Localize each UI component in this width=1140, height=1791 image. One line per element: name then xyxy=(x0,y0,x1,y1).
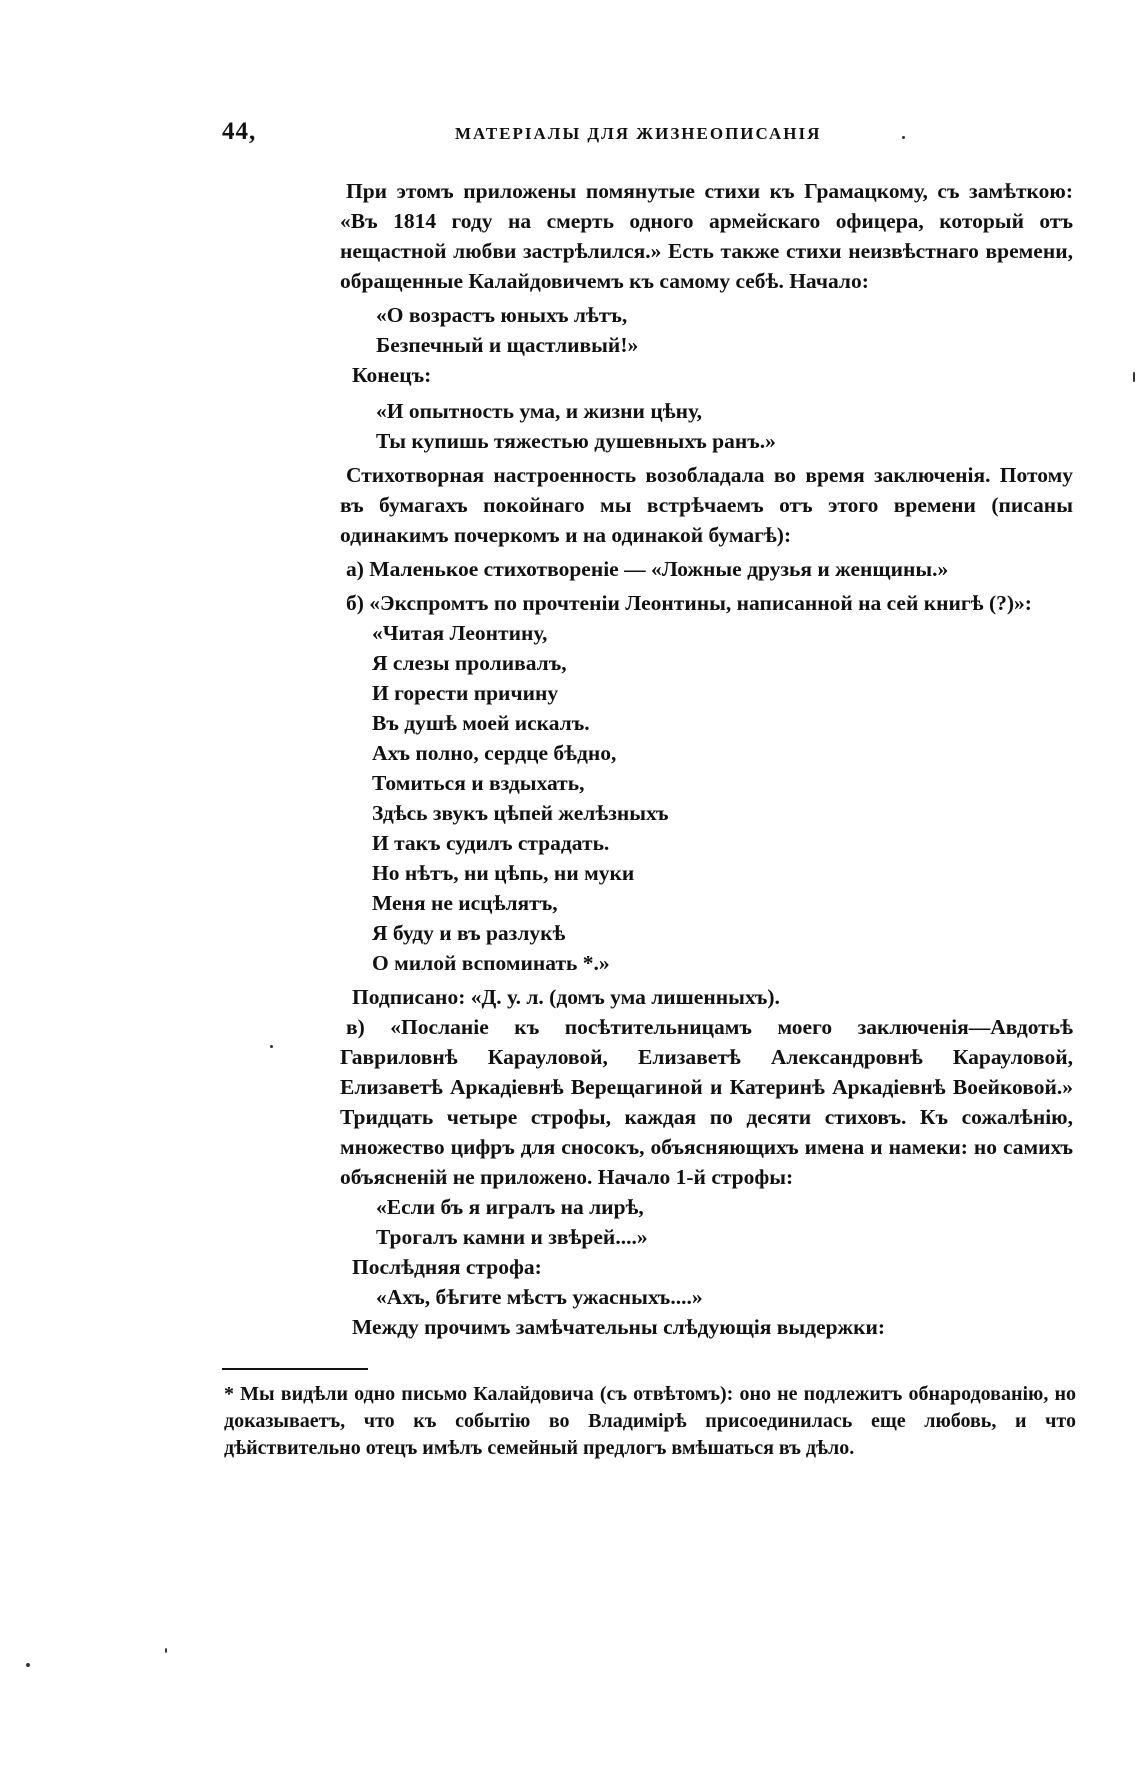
closing-line: Между прочимъ замѣчательны слѣдующія выдержки: xyxy=(352,1315,886,1339)
paper-speck xyxy=(902,136,905,139)
end-label: Конецъ: xyxy=(352,363,432,387)
poem-line: И горести причину xyxy=(372,681,559,705)
page-number: 44, xyxy=(222,118,257,145)
page-header xyxy=(222,118,1082,150)
poem-line: Но нѣтъ, ни цѣпь, ни муки xyxy=(372,861,635,885)
list-item-b: б) «Экспромтъ по прочтеніи Леонтины, написанной на сей книгѣ (?)»: xyxy=(346,591,1032,615)
signed-note: Подписано: «Д. у. л. (домъ ума лишенныхъ). xyxy=(352,985,780,1009)
poem-line: Я слезы проливалъ, xyxy=(372,651,567,675)
list-item-a: а) Маленькое стихотвореніе — «Ложные друзья и женщины.» xyxy=(346,557,949,581)
poem xyxy=(340,618,1073,978)
start-quote xyxy=(340,300,1073,360)
last-strophe-quote: «Ахъ, бѣгите мѣстъ ужасныхъ....» xyxy=(376,1285,703,1309)
poem-line: Меня не исцѣлятъ, xyxy=(372,891,558,915)
paper-speck xyxy=(1133,372,1135,382)
quote-line: Трогалъ камни и звѣрей....» xyxy=(376,1225,648,1249)
poem-line: «Читая Леонтину, xyxy=(372,621,548,645)
paper-speck xyxy=(270,1045,273,1048)
poem-line: О милой вспоминать *.» xyxy=(372,951,610,975)
running-title: МАТЕРІАЛЫ ДЛЯ ЖИЗНЕОПИСАНІЯ xyxy=(455,124,822,143)
quote-line: «Если бъ я игралъ на лирѣ, xyxy=(376,1195,644,1219)
paper-speck xyxy=(165,1648,167,1653)
list-item-v: в) «Посланіе къ посѣтительницамъ моего заключенія—Авдотьѣ Гавриловнѣ Карауловой, Елизаветѣ Александровнѣ Карауловой, Елизаветѣ Аркадіевнѣ Верещагиной и Катеринѣ Аркадіевнѣ Воейковой.» Тридцать четыре строфы, каждая по десяти стиховъ. Къ сожалѣнію, множество цифръ для сносокъ, объясняющихъ имена и намеки: но самихъ объясненій не приложено. Начало 1-й строфы: xyxy=(340,1015,1073,1189)
quote-line: Безпечный и щастливый!» xyxy=(376,333,639,357)
end-quote xyxy=(340,396,1073,456)
footnote-text: * Мы видѣли одно письмо Калайдовича (съ отвѣтомъ): оно не подлежитъ обнародованію, но доказываетъ, что къ событію во Владимірѣ присоединилась еще любовь, и что дѣйствительно отецъ имѣлъ семейный предлогъ вмѣшаться въ дѣло. xyxy=(224,1383,1076,1459)
poem-line: Я буду и въ разлукѣ xyxy=(372,921,566,945)
second-paragraph: Стихотворная настроенность возобладала во время заключенія. Потому въ бумагахъ покойнаго мы встрѣчаемъ отъ этого времени (писаны одинакимъ почеркомъ и на одинакой бумагѣ): xyxy=(340,463,1073,547)
poem-line: Здѣсь звукъ цѣпей желѣзныхъ xyxy=(372,801,669,825)
poem-line: И такъ судилъ страдать. xyxy=(372,831,610,855)
poem-line: Въ душѣ моей искалъ. xyxy=(372,711,590,735)
poem-line: Ахъ полно, сердце бѣдно, xyxy=(372,741,617,765)
poem-line: Томиться и вздыхать, xyxy=(372,771,585,795)
last-strophe-label: Послѣдняя строфа: xyxy=(352,1255,542,1279)
quote-line: Ты купишь тяжестью душевныхъ ранъ.» xyxy=(376,429,776,453)
quote-line: «И опытность ума, и жизни цѣну, xyxy=(376,399,702,423)
main-text xyxy=(340,176,1073,1342)
paper-speck xyxy=(26,1663,30,1667)
footnote-divider xyxy=(222,1368,368,1370)
intro-paragraph: При этомъ приложены помянутые стихи къ Грамацкому, съ замѣткою: «Въ 1814 году на смерть одного армейскаго офицера, который отъ нещастной любви застрѣлился.» Есть также стихи неизвѣстнаго времени, обращенные Калайдовичемъ къ самому себѣ. Начало: xyxy=(340,179,1073,293)
strophe-start xyxy=(340,1192,1073,1252)
footnote xyxy=(224,1381,1076,1462)
quote-line: «О возрастъ юныхъ лѣтъ, xyxy=(376,303,628,327)
